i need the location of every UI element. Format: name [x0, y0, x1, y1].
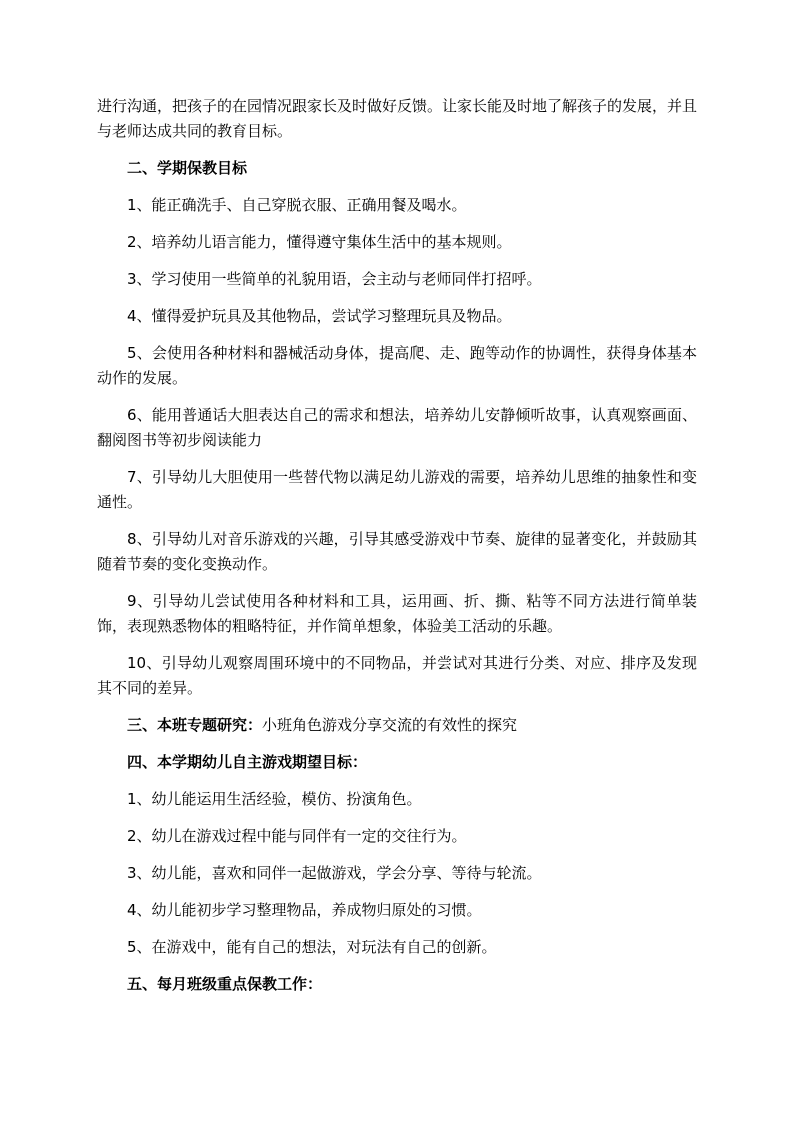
section-heading-research [97, 713, 697, 738]
play-goal-item: 1、幼儿能运用生活经验，模仿、扮演角色。 [127, 790, 422, 808]
goal-item: 8、引导幼儿对音乐游戏的兴趣，引导其感受游戏中节奏、旋律的显著变化，并鼓励其随着节奏的变化变换动作。 [97, 530, 697, 573]
play-goal-item: 3、幼儿能，喜欢和同伴一起做游戏，学会分享、等待与轮流。 [127, 864, 542, 882]
goal-item: 4、懂得爱护玩具及其他物品，尝试学习整理玩具及物品。 [127, 307, 512, 325]
goal-item: 5、会使用各种材料和器械活动身体，提高爬、走、跑等动作的协调性，获得身体基本动作的发展。 [97, 344, 697, 387]
play-goal-item: 5、在游戏中，能有自己的想法，对玩法有自己的创新。 [127, 938, 497, 956]
goal-item: 2、培养幼儿语言能力，懂得遵守集体生活中的基本规则。 [127, 233, 512, 251]
goal-item: 1、能正确洗手、自己穿脱衣服、正确用餐及喝水。 [127, 196, 467, 214]
goal-item: 3、学习使用一些简单的礼貌用语，会主动与老师同伴打招呼。 [127, 270, 542, 288]
goal-item: 6、能用普通话大胆表达自己的需求和想法，培养幼儿安静倾听故事，认真观察画面、翻阅图书等初步阅读能力 [97, 406, 697, 449]
goal-item: 10、引导幼儿观察周围环境中的不同物品，并尝试对其进行分类、对应、排序及发现其不同的差异。 [97, 654, 697, 697]
goal-item: 9、引导幼儿尝试使用各种材料和工具，运用画、折、撕、粘等不同方法进行简单装饰，表现熟悉物体的粗略特征，并作简单想象，体验美工活动的乐趣。 [97, 592, 697, 635]
section-heading-monthly-work: 五、每月班级重点保教工作： [127, 975, 323, 993]
section-heading-goals: 二、学期保教目标 [127, 159, 248, 177]
play-goal-item: 2、幼儿在游戏过程中能与同伴有一定的交往行为。 [127, 827, 467, 845]
document-page [97, 94, 697, 1009]
goal-item: 7、引导幼儿大胆使用一些替代物以满足幼儿游戏的需要，培养幼儿思维的抽象性和变通性。 [97, 468, 697, 511]
intro-paragraph: 进行沟通，把孩子的在园情况跟家长及时做好反馈。让家长能及时地了解孩子的发展，并且与老师达成共同的教育目标。 [97, 97, 698, 140]
research-topic: 小班角色游戏分享交流的有效性的探究 [262, 716, 518, 734]
section-heading-play-goals: 四、本学期幼儿自主游戏期望目标： [127, 753, 368, 771]
play-goal-item: 4、幼儿能初步学习整理物品，养成物归原处的习惯。 [127, 901, 482, 919]
research-heading-label: 三、本班专题研究： [127, 716, 263, 734]
